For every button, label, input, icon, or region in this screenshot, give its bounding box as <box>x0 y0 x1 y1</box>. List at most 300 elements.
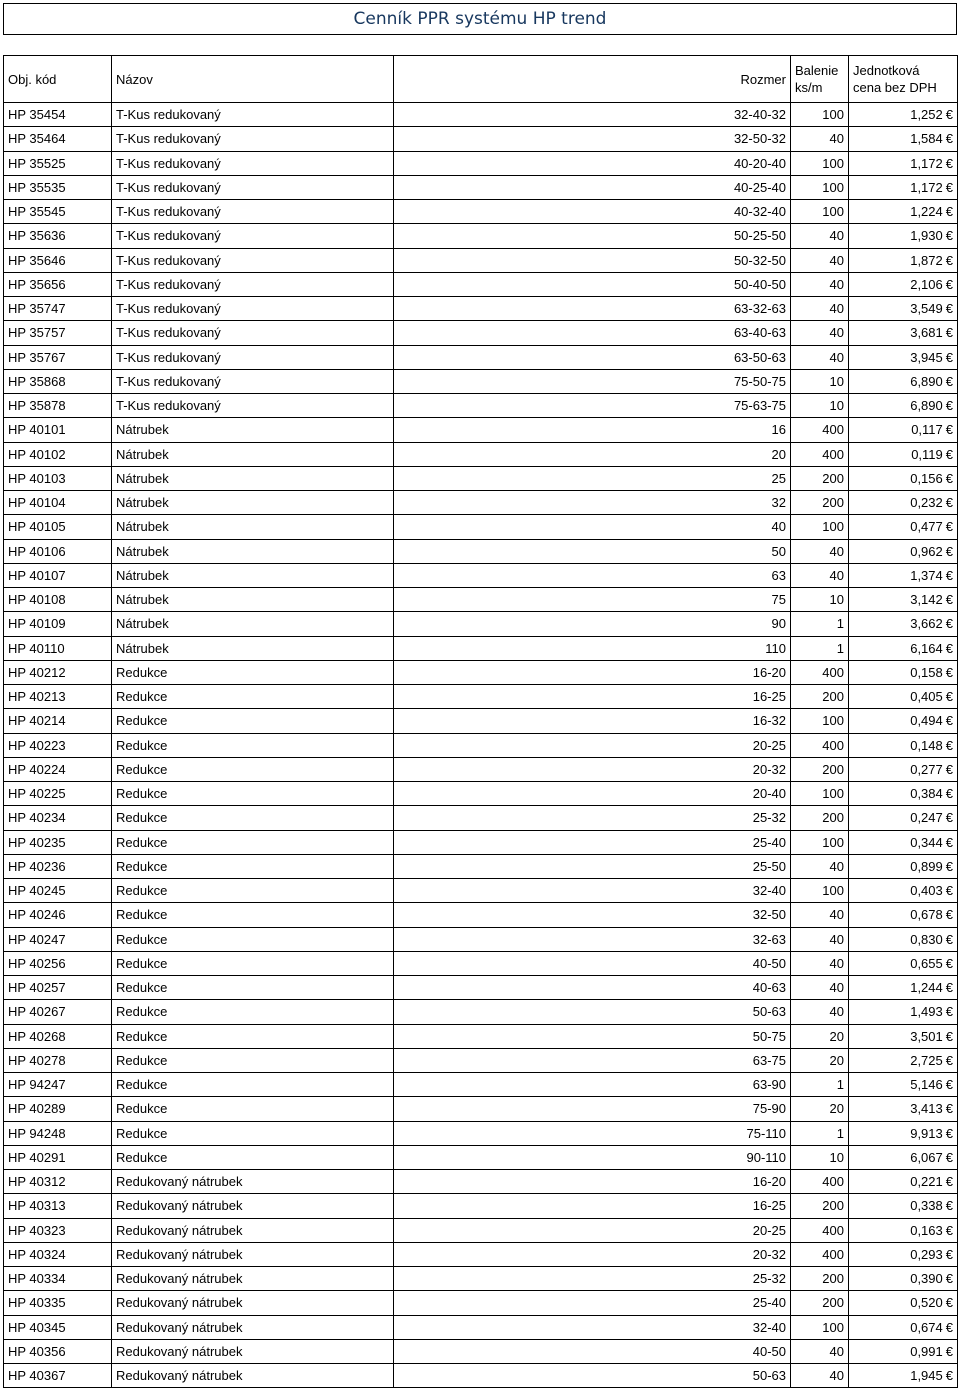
cell-code-value: HP 40268 <box>8 1028 66 1044</box>
cell-name-value: Redukce <box>116 810 168 826</box>
cell-size-value: 90-110 <box>746 1149 786 1165</box>
cell-name <box>112 976 394 1000</box>
cell-pack <box>791 879 849 903</box>
cell-code-value: HP 40212 <box>8 664 66 680</box>
cell-code-value: HP 40214 <box>8 713 66 729</box>
cell-code-value: HP 40102 <box>8 446 66 462</box>
cell-code-value: HP 40323 <box>8 1222 66 1238</box>
cell-name-value: Redukovaný nátrubek <box>116 1343 243 1359</box>
table-row <box>4 369 958 393</box>
cell-price <box>849 1194 958 1218</box>
cell-size-value: 32-40 <box>752 1319 786 1335</box>
cell-code <box>4 491 112 515</box>
cell-name-value: Redukovaný nátrubek <box>116 1271 243 1287</box>
cell-size <box>394 1267 791 1291</box>
cell-code-value: HP 40324 <box>8 1246 66 1262</box>
cell-price <box>849 1170 958 1194</box>
cell-code-value: HP 40104 <box>8 495 66 511</box>
cell-size-value: 50-40-50 <box>733 276 786 292</box>
cell-name <box>112 636 394 660</box>
cell-name <box>112 297 394 321</box>
cell-size-value: 50-25-50 <box>733 228 786 244</box>
cell-name <box>112 1339 394 1363</box>
cell-name-value: Redukce <box>116 786 168 802</box>
table-row <box>4 1170 958 1194</box>
cell-code-value: HP 40101 <box>8 422 66 438</box>
cell-code-value: HP 40103 <box>8 470 66 486</box>
cell-code-value: HP 40106 <box>8 543 66 559</box>
cell-pack <box>791 1339 849 1363</box>
cell-size <box>394 660 791 684</box>
cell-code-value: HP 40278 <box>8 1052 66 1068</box>
cell-size-value: 25-40 <box>752 1295 786 1311</box>
cell-price <box>849 466 958 490</box>
table-row <box>4 879 958 903</box>
cell-price <box>849 1145 958 1169</box>
cell-size <box>394 1194 791 1218</box>
cell-size-value: 50 <box>771 543 786 559</box>
cell-price-value: 9,913 <box>910 1125 943 1141</box>
cell-pack-value: 40 <box>829 1004 844 1020</box>
cell-size <box>394 709 791 733</box>
cell-price-value: 0,477 <box>910 519 943 535</box>
cell-name-value: T-Kus redukovaný <box>116 276 221 292</box>
cell-pack-value: 40 <box>829 955 844 971</box>
cell-price <box>849 248 958 272</box>
currency-symbol: € <box>945 567 953 583</box>
cell-size-value: 75-110 <box>746 1125 786 1141</box>
cell-size-value: 20-25 <box>752 737 786 753</box>
cell-size <box>394 200 791 224</box>
cell-name <box>112 539 394 563</box>
cell-name-value: Nátrubek <box>116 446 169 462</box>
cell-name <box>112 927 394 951</box>
cell-name <box>112 321 394 345</box>
cell-size <box>394 976 791 1000</box>
cell-size <box>394 927 791 951</box>
cell-code <box>4 418 112 442</box>
cell-size-value: 63-40-63 <box>733 325 786 341</box>
cell-pack-value: 40 <box>829 276 844 292</box>
table-row <box>4 1242 958 1266</box>
cell-pack <box>791 466 849 490</box>
currency-symbol: € <box>945 980 953 996</box>
cell-pack-value: 40 <box>829 1343 844 1359</box>
cell-name-value: Redukce <box>116 883 168 899</box>
cell-pack <box>791 636 849 660</box>
table-row <box>4 588 958 612</box>
currency-symbol: € <box>945 1343 953 1359</box>
cell-size <box>394 636 791 660</box>
cell-size-value: 40-32-40 <box>733 204 786 220</box>
cell-name-value: Nátrubek <box>116 543 169 559</box>
cell-code-value: HP 35636 <box>8 228 66 244</box>
cell-price-value: 0,119 <box>911 446 943 462</box>
cell-name-value: Redukce <box>116 907 168 923</box>
cell-code <box>4 1291 112 1315</box>
cell-pack-value: 200 <box>822 495 844 511</box>
table-row <box>4 1000 958 1024</box>
cell-price <box>849 903 958 927</box>
cell-code-value: HP 94248 <box>8 1125 66 1141</box>
cell-size <box>394 1339 791 1363</box>
cell-price-value: 6,890 <box>910 398 943 414</box>
table-row <box>4 442 958 466</box>
cell-code <box>4 830 112 854</box>
cell-pack <box>791 248 849 272</box>
cell-price-value: 0,678 <box>910 907 943 923</box>
currency-symbol: € <box>945 252 953 268</box>
cell-price-value: 1,172 <box>910 155 943 171</box>
cell-pack-value: 200 <box>822 470 844 486</box>
cell-price <box>849 345 958 369</box>
cell-pack <box>791 1218 849 1242</box>
cell-name <box>112 418 394 442</box>
cell-code-value: HP 35464 <box>8 131 66 147</box>
cell-price <box>849 1339 958 1363</box>
cell-name-value: Redukce <box>116 1101 168 1117</box>
cell-pack-value: 40 <box>829 567 844 583</box>
cell-size-value: 32-40-32 <box>733 107 786 123</box>
cell-code <box>4 927 112 951</box>
cell-code-value: HP 40224 <box>8 761 66 777</box>
cell-code <box>4 1097 112 1121</box>
cell-size-value: 16-25 <box>752 1198 786 1214</box>
cell-pack-value: 100 <box>822 519 844 535</box>
cell-price-value: 1,172 <box>910 179 943 195</box>
table-row <box>4 757 958 781</box>
cell-size <box>394 1000 791 1024</box>
cell-size-value: 20-25 <box>752 1222 786 1238</box>
cell-pack <box>791 515 849 539</box>
cell-size-value: 16-20 <box>752 1174 786 1190</box>
cell-pack <box>791 272 849 296</box>
table-row <box>4 733 958 757</box>
cell-pack <box>791 127 849 151</box>
title-box <box>3 3 957 35</box>
cell-name <box>112 951 394 975</box>
cell-name-value: Redukce <box>116 834 168 850</box>
header-code: Obj. kód <box>4 56 112 103</box>
cell-pack <box>791 854 849 878</box>
cell-price-value: 1,493 <box>910 1004 943 1020</box>
cell-size <box>394 103 791 127</box>
cell-size <box>394 806 791 830</box>
cell-name <box>112 830 394 854</box>
cell-code <box>4 854 112 878</box>
currency-symbol: € <box>945 1295 953 1311</box>
currency-symbol: € <box>945 204 953 220</box>
currency-symbol: € <box>945 349 953 365</box>
cell-code <box>4 709 112 733</box>
cell-price <box>849 1242 958 1266</box>
table-row <box>4 1218 958 1242</box>
table-row <box>4 563 958 587</box>
table-row <box>4 1291 958 1315</box>
cell-code <box>4 733 112 757</box>
cell-code <box>4 200 112 224</box>
cell-pack <box>791 1121 849 1145</box>
cell-size <box>394 1097 791 1121</box>
cell-code-value: HP 35646 <box>8 252 66 268</box>
cell-name <box>112 806 394 830</box>
table-row <box>4 1315 958 1339</box>
cell-pack <box>791 709 849 733</box>
cell-pack <box>791 321 849 345</box>
cell-price <box>849 1218 958 1242</box>
cell-code <box>4 248 112 272</box>
currency-symbol: € <box>945 179 953 195</box>
header-pack <box>791 56 849 103</box>
cell-name-value: Redukovaný nátrubek <box>116 1246 243 1262</box>
cell-price <box>849 539 958 563</box>
currency-symbol: € <box>945 1077 953 1093</box>
cell-pack <box>791 394 849 418</box>
cell-size-value: 16 <box>771 422 786 438</box>
cell-size-value: 32 <box>771 495 786 511</box>
currency-symbol: € <box>945 616 953 632</box>
table-row <box>4 1097 958 1121</box>
cell-code <box>4 321 112 345</box>
cell-name-value: Nátrubek <box>116 592 169 608</box>
cell-code <box>4 685 112 709</box>
cell-size <box>394 394 791 418</box>
cell-code <box>4 151 112 175</box>
cell-pack <box>791 1170 849 1194</box>
currency-symbol: € <box>945 858 953 874</box>
cell-name <box>112 272 394 296</box>
cell-code <box>4 612 112 636</box>
cell-name-value: Redukovaný nátrubek <box>116 1174 243 1190</box>
table-row <box>4 709 958 733</box>
cell-name <box>112 1170 394 1194</box>
cell-pack-value: 400 <box>822 446 844 462</box>
cell-code <box>4 1339 112 1363</box>
cell-code-value: HP 35747 <box>8 301 66 317</box>
cell-pack <box>791 1315 849 1339</box>
cell-size-value: 16-20 <box>752 664 786 680</box>
cell-size <box>394 418 791 442</box>
cell-price-value: 0,494 <box>910 713 943 729</box>
cell-code-value: HP 40313 <box>8 1198 66 1214</box>
cell-size-value: 40-50 <box>752 1343 786 1359</box>
cell-name <box>112 733 394 757</box>
cell-pack-value: 20 <box>829 1028 844 1044</box>
table-row <box>4 782 958 806</box>
table-row <box>4 685 958 709</box>
cell-price <box>849 127 958 151</box>
currency-symbol: € <box>945 107 953 123</box>
cell-name-value: Redukovaný nátrubek <box>116 1319 243 1335</box>
cell-price-value: 1,945 <box>910 1368 943 1384</box>
cell-code-value: HP 40107 <box>8 567 66 583</box>
cell-price-value: 0,520 <box>910 1295 943 1311</box>
cell-name-value: Nátrubek <box>116 567 169 583</box>
cell-price-value: 2,106 <box>910 276 943 292</box>
cell-name <box>112 879 394 903</box>
cell-size-value: 75-50-75 <box>733 373 786 389</box>
cell-size-value: 40-63 <box>752 980 786 996</box>
cell-name <box>112 103 394 127</box>
cell-name <box>112 345 394 369</box>
cell-price <box>849 369 958 393</box>
cell-price <box>849 879 958 903</box>
table-row <box>4 830 958 854</box>
cell-pack-value: 400 <box>822 1222 844 1238</box>
cell-pack <box>791 1145 849 1169</box>
currency-symbol: € <box>945 1368 953 1384</box>
cell-code <box>4 515 112 539</box>
cell-size-value: 25-40 <box>752 834 786 850</box>
cell-name-value: Redukce <box>116 858 168 874</box>
cell-name <box>112 1218 394 1242</box>
currency-symbol: € <box>945 761 953 777</box>
cell-pack <box>791 175 849 199</box>
cell-code-value: HP 35878 <box>8 398 66 414</box>
cell-code-value: HP 40267 <box>8 1004 66 1020</box>
cell-code <box>4 539 112 563</box>
cell-price <box>849 1121 958 1145</box>
cell-size-value: 40-50 <box>752 955 786 971</box>
cell-name-value: Redukce <box>116 689 168 705</box>
cell-size-value: 16-25 <box>752 689 786 705</box>
cell-price <box>849 709 958 733</box>
table-row <box>4 1073 958 1097</box>
cell-size <box>394 1121 791 1145</box>
cell-code-value: HP 40234 <box>8 810 66 826</box>
cell-size <box>394 1291 791 1315</box>
cell-pack-value: 200 <box>822 810 844 826</box>
cell-code-value: HP 40247 <box>8 931 66 947</box>
currency-symbol: € <box>945 1246 953 1262</box>
header-price-line1: Jednotková <box>853 63 920 78</box>
cell-size-value: 25-32 <box>752 810 786 826</box>
cell-name <box>112 757 394 781</box>
cell-price-value: 6,890 <box>910 373 943 389</box>
cell-pack-value: 400 <box>822 737 844 753</box>
cell-name <box>112 1145 394 1169</box>
cell-size <box>394 588 791 612</box>
cell-pack <box>791 151 849 175</box>
table-row <box>4 224 958 248</box>
cell-price <box>849 806 958 830</box>
cell-price-value: 0,163 <box>910 1222 943 1238</box>
cell-pack <box>791 612 849 636</box>
cell-code-value: HP 40256 <box>8 955 66 971</box>
cell-code-value: HP 40235 <box>8 834 66 850</box>
cell-code <box>4 1194 112 1218</box>
cell-pack <box>791 927 849 951</box>
cell-price-value: 0,403 <box>910 883 943 899</box>
cell-price <box>849 1097 958 1121</box>
cell-name-value: Redukce <box>116 1149 168 1165</box>
currency-symbol: € <box>945 276 953 292</box>
cell-pack-value: 1 <box>836 1077 844 1093</box>
cell-size <box>394 321 791 345</box>
cell-size-value: 63-90 <box>752 1077 786 1093</box>
cell-price-value: 0,117 <box>911 422 943 438</box>
cell-pack-value: 200 <box>822 1295 844 1311</box>
cell-pack <box>791 951 849 975</box>
cell-price <box>849 782 958 806</box>
cell-code <box>4 951 112 975</box>
cell-name <box>112 612 394 636</box>
page-title: Cenník PPR systému HP trend <box>353 9 607 29</box>
cell-name-value: T-Kus redukovaný <box>116 252 221 268</box>
cell-name <box>112 248 394 272</box>
cell-size-value: 63-50-63 <box>733 349 786 365</box>
table-row <box>4 1145 958 1169</box>
cell-size-value: 110 <box>765 640 786 656</box>
cell-size <box>394 563 791 587</box>
cell-pack <box>791 660 849 684</box>
cell-name <box>112 175 394 199</box>
cell-pack <box>791 588 849 612</box>
cell-pack-value: 100 <box>822 107 844 123</box>
cell-price-value: 0,991 <box>910 1343 943 1359</box>
cell-pack-value: 40 <box>829 325 844 341</box>
cell-price <box>849 927 958 951</box>
cell-price <box>849 442 958 466</box>
cell-name <box>112 466 394 490</box>
cell-pack <box>791 1097 849 1121</box>
cell-size-value: 50-63 <box>752 1368 786 1384</box>
cell-price-value: 1,244 <box>910 980 943 996</box>
currency-symbol: € <box>945 373 953 389</box>
cell-name-value: Redukce <box>116 664 168 680</box>
cell-pack-value: 40 <box>829 980 844 996</box>
cell-name-value: Redukovaný nátrubek <box>116 1222 243 1238</box>
cell-code <box>4 224 112 248</box>
cell-size-value: 50-75 <box>752 1028 786 1044</box>
cell-size <box>394 272 791 296</box>
cell-pack <box>791 757 849 781</box>
cell-code <box>4 782 112 806</box>
cell-pack <box>791 224 849 248</box>
cell-name-value: Nátrubek <box>116 495 169 511</box>
cell-name <box>112 1000 394 1024</box>
cell-name-value: T-Kus redukovaný <box>116 131 221 147</box>
cell-pack-value: 40 <box>829 543 844 559</box>
currency-symbol: € <box>945 1222 953 1238</box>
cell-name <box>112 200 394 224</box>
cell-code <box>4 1242 112 1266</box>
cell-name <box>112 1194 394 1218</box>
cell-code <box>4 757 112 781</box>
cell-size-value: 63-75 <box>752 1052 786 1068</box>
cell-name <box>112 685 394 709</box>
currency-symbol: € <box>945 446 953 462</box>
cell-price-value: 3,549 <box>910 301 943 317</box>
table-row <box>4 1339 958 1363</box>
currency-symbol: € <box>945 689 953 705</box>
header-pack-line2: ks/m <box>795 80 823 95</box>
cell-name <box>112 1291 394 1315</box>
cell-code-value: HP 40223 <box>8 737 66 753</box>
table-row <box>4 951 958 975</box>
cell-name-value: Redukce <box>116 1028 168 1044</box>
cell-size-value: 25 <box>771 470 786 486</box>
cell-size <box>394 175 791 199</box>
cell-name <box>112 1315 394 1339</box>
cell-name-value: Nátrubek <box>116 616 169 632</box>
cell-code <box>4 660 112 684</box>
cell-code-value: HP 40225 <box>8 786 66 802</box>
cell-name <box>112 1267 394 1291</box>
cell-price <box>849 418 958 442</box>
cell-name-value: Redukce <box>116 713 168 729</box>
currency-symbol: € <box>945 931 953 947</box>
